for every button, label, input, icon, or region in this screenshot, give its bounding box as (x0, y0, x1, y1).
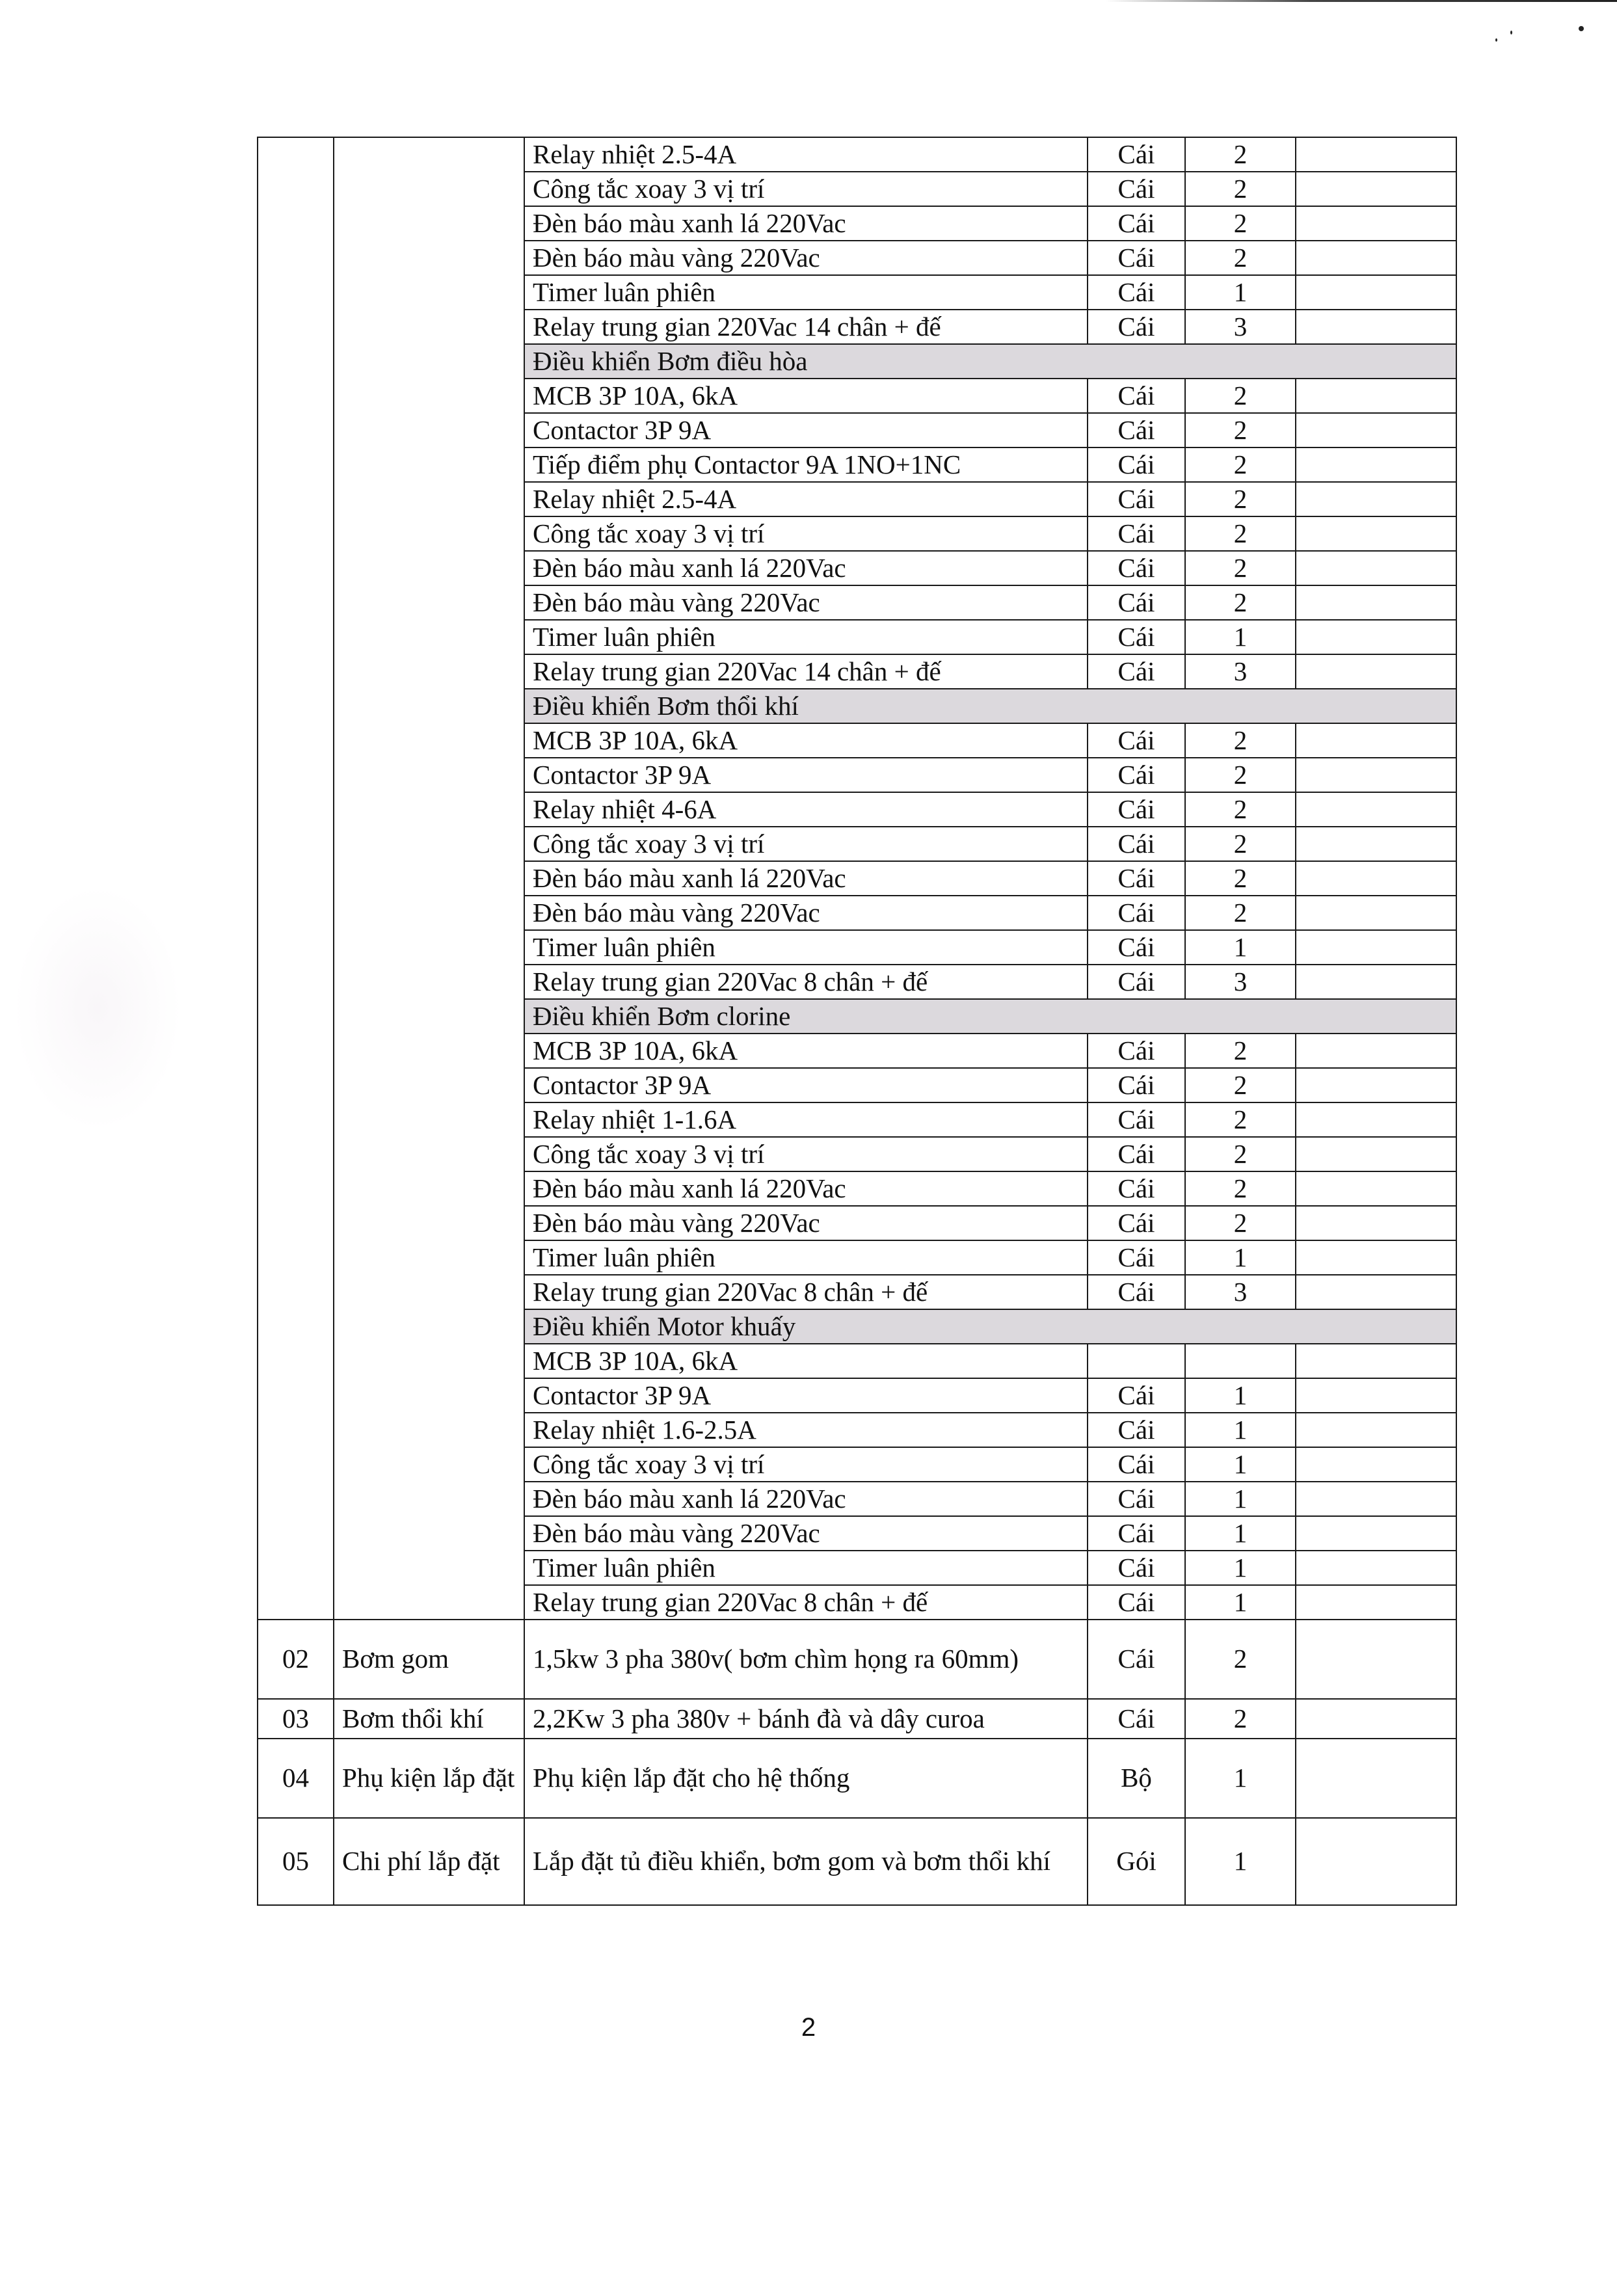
empty-cell (1296, 654, 1456, 689)
description-cell: Contactor 3P 9A (524, 1068, 1088, 1102)
quantity-cell: 1 (1185, 1551, 1296, 1585)
item-number-cell: 04 (258, 1739, 334, 1818)
description-cell: Đèn báo màu xanh lá 220Vac (524, 861, 1088, 896)
quantity-cell: 1 (1185, 1482, 1296, 1516)
item-number-cell (258, 137, 334, 1620)
empty-cell (1296, 1551, 1456, 1585)
unit-cell: Cái (1088, 930, 1185, 965)
quantity-cell: 2 (1185, 1171, 1296, 1206)
table-body (258, 137, 1456, 1905)
quantity-cell: 2 (1185, 1699, 1296, 1739)
empty-cell (1296, 1739, 1456, 1818)
table-row (258, 137, 1456, 172)
description-cell: Relay nhiệt 4-6A (524, 792, 1088, 827)
empty-cell (1296, 413, 1456, 447)
quantity-cell: 2 (1185, 1206, 1296, 1240)
unit-cell: Cái (1088, 275, 1185, 310)
empty-cell (1296, 1818, 1456, 1905)
empty-cell (1296, 723, 1456, 758)
quantity-cell: 2 (1185, 447, 1296, 482)
unit-cell: Cái (1088, 1378, 1185, 1413)
description-cell: Timer luân phiên (524, 1551, 1088, 1585)
unit-cell: Cái (1088, 792, 1185, 827)
quantity-cell (1185, 1344, 1296, 1378)
unit-cell: Cái (1088, 172, 1185, 206)
scan-speck (1495, 38, 1497, 42)
empty-cell (1296, 827, 1456, 861)
empty-cell (1296, 1034, 1456, 1068)
quantity-cell: 2 (1185, 896, 1296, 930)
empty-cell (1296, 1699, 1456, 1739)
empty-cell (1296, 1344, 1456, 1378)
description-cell: Contactor 3P 9A (524, 758, 1088, 792)
unit-cell: Cái (1088, 551, 1185, 585)
empty-cell (1296, 1620, 1456, 1699)
quantity-cell: 3 (1185, 654, 1296, 689)
unit-cell: Cái (1088, 241, 1185, 275)
empty-cell (1296, 1413, 1456, 1447)
unit-cell: Cái (1088, 1699, 1185, 1739)
quantity-cell: 2 (1185, 1034, 1296, 1068)
description-cell: Phụ kiện lắp đặt cho hệ thống (524, 1739, 1088, 1818)
description-cell: Công tắc xoay 3 vị trí (524, 1447, 1088, 1482)
empty-cell (1296, 930, 1456, 965)
description-cell: Đèn báo màu xanh lá 220Vac (524, 551, 1088, 585)
quantity-cell: 2 (1185, 1068, 1296, 1102)
empty-cell (1296, 1206, 1456, 1240)
description-cell: Đèn báo màu vàng 220Vac (524, 1206, 1088, 1240)
description-cell: MCB 3P 10A, 6kA (524, 1034, 1088, 1068)
description-cell: 1,5kw 3 pha 380v( bơm chìm họng ra 60mm) (524, 1620, 1088, 1699)
unit-cell: Cái (1088, 1585, 1185, 1620)
unit-cell: Cái (1088, 896, 1185, 930)
description-cell: MCB 3P 10A, 6kA (524, 1344, 1088, 1378)
main-item-row (258, 1739, 1456, 1818)
quantity-cell: 3 (1185, 965, 1296, 999)
description-cell: Đèn báo màu xanh lá 220Vac (524, 1482, 1088, 1516)
description-cell: Timer luân phiên (524, 930, 1088, 965)
unit-cell: Cái (1088, 1206, 1185, 1240)
empty-cell (1296, 1447, 1456, 1482)
unit-cell: Cái (1088, 206, 1185, 241)
item-name-cell: Bơm gom (334, 1620, 524, 1699)
description-cell: Công tắc xoay 3 vị trí (524, 1137, 1088, 1171)
quantity-cell: 2 (1185, 551, 1296, 585)
unit-cell: Cái (1088, 1413, 1185, 1447)
main-item-row (258, 1818, 1456, 1905)
empty-cell (1296, 1102, 1456, 1137)
empty-cell (1296, 206, 1456, 241)
unit-cell: Cái (1088, 1516, 1185, 1551)
description-cell: Relay trung gian 220Vac 8 chân + đế (524, 1275, 1088, 1309)
empty-cell (1296, 861, 1456, 896)
description-cell: Công tắc xoay 3 vị trí (524, 827, 1088, 861)
quantity-cell: 1 (1185, 1413, 1296, 1447)
unit-cell: Cái (1088, 1068, 1185, 1102)
quantity-cell: 1 (1185, 1378, 1296, 1413)
unit-cell: Cái (1088, 827, 1185, 861)
unit-cell: Cái (1088, 137, 1185, 172)
empty-cell (1296, 551, 1456, 585)
unit-cell: Cái (1088, 723, 1185, 758)
unit-cell: Cái (1088, 1102, 1185, 1137)
description-cell: Relay trung gian 220Vac 14 chân + đế (524, 310, 1088, 344)
description-cell: Công tắc xoay 3 vị trí (524, 172, 1088, 206)
quantity-cell: 2 (1185, 1620, 1296, 1699)
unit-cell: Cái (1088, 1551, 1185, 1585)
scan-speck (1579, 26, 1584, 31)
description-cell: Lắp đặt tủ điều khiển, bơm gom và bơm thổi khí (524, 1818, 1088, 1905)
unit-cell: Cái (1088, 1275, 1185, 1309)
stamp-bleed-through (13, 885, 182, 1132)
unit-cell: Cái (1088, 861, 1185, 896)
quantity-cell: 2 (1185, 482, 1296, 516)
unit-cell: Bộ (1088, 1739, 1185, 1818)
empty-cell (1296, 516, 1456, 551)
unit-cell: Cái (1088, 585, 1185, 620)
description-cell: Timer luân phiên (524, 275, 1088, 310)
unit-cell: Cái (1088, 379, 1185, 413)
quantity-cell: 2 (1185, 413, 1296, 447)
unit-cell: Cái (1088, 1171, 1185, 1206)
quantity-cell: 2 (1185, 1137, 1296, 1171)
description-cell: 2,2Kw 3 pha 380v + bánh đà và dây curoa (524, 1699, 1088, 1739)
scan-speck (1510, 31, 1512, 34)
description-cell: Đèn báo màu xanh lá 220Vac (524, 1171, 1088, 1206)
group-title: Điều khiển Bơm clorine (524, 999, 1456, 1034)
quantity-cell: 2 (1185, 241, 1296, 275)
empty-cell (1296, 1378, 1456, 1413)
empty-cell (1296, 792, 1456, 827)
unit-cell: Cái (1088, 447, 1185, 482)
unit-cell: Cái (1088, 1240, 1185, 1275)
description-cell: Contactor 3P 9A (524, 1378, 1088, 1413)
item-name-cell (334, 137, 524, 1620)
description-cell: Relay nhiệt 1-1.6A (524, 1102, 1088, 1137)
unit-cell: Cái (1088, 620, 1185, 654)
quantity-cell: 1 (1185, 1240, 1296, 1275)
group-title: Điều khiển Bơm thổi khí (524, 689, 1456, 723)
empty-cell (1296, 1275, 1456, 1309)
unit-cell: Cái (1088, 1034, 1185, 1068)
quantity-cell: 2 (1185, 827, 1296, 861)
main-item-row (258, 1620, 1456, 1699)
empty-cell (1296, 896, 1456, 930)
empty-cell (1296, 137, 1456, 172)
quantity-cell: 1 (1185, 1818, 1296, 1905)
description-cell: Relay nhiệt 1.6-2.5A (524, 1413, 1088, 1447)
quantity-cell: 2 (1185, 137, 1296, 172)
empty-cell (1296, 1068, 1456, 1102)
quantity-cell: 2 (1185, 792, 1296, 827)
empty-cell (1296, 1137, 1456, 1171)
empty-cell (1296, 1482, 1456, 1516)
item-name-cell: Bơm thổi khí (334, 1699, 524, 1739)
unit-cell: Cái (1088, 516, 1185, 551)
description-cell: Đèn báo màu vàng 220Vac (524, 241, 1088, 275)
item-number-cell: 03 (258, 1699, 334, 1739)
quantity-cell: 2 (1185, 206, 1296, 241)
empty-cell (1296, 1516, 1456, 1551)
description-cell: Relay nhiệt 2.5-4A (524, 137, 1088, 172)
empty-cell (1296, 241, 1456, 275)
quantity-cell: 1 (1185, 1585, 1296, 1620)
quantity-cell: 2 (1185, 172, 1296, 206)
quantity-cell: 1 (1185, 1516, 1296, 1551)
unit-cell: Cái (1088, 965, 1185, 999)
empty-cell (1296, 275, 1456, 310)
quantity-cell: 2 (1185, 585, 1296, 620)
quantity-cell: 1 (1185, 275, 1296, 310)
quantity-cell: 2 (1185, 516, 1296, 551)
quantity-cell: 2 (1185, 723, 1296, 758)
description-cell: Đèn báo màu vàng 220Vac (524, 1516, 1088, 1551)
unit-cell: Cái (1088, 310, 1185, 344)
group-title: Điều khiển Bơm điều hòa (524, 344, 1456, 379)
quantity-cell: 1 (1185, 930, 1296, 965)
page-number: 2 (801, 2013, 816, 2042)
item-name-cell: Chi phí lắp đặt (334, 1818, 524, 1905)
unit-cell: Cái (1088, 413, 1185, 447)
description-cell: Timer luân phiên (524, 620, 1088, 654)
quantity-cell: 2 (1185, 379, 1296, 413)
empty-cell (1296, 447, 1456, 482)
unit-cell: Cái (1088, 1447, 1185, 1482)
empty-cell (1296, 379, 1456, 413)
main-item-row (258, 1699, 1456, 1739)
unit-cell (1088, 1344, 1185, 1378)
description-cell: Đèn báo màu vàng 220Vac (524, 896, 1088, 930)
group-title: Điều khiển Motor khuấy (524, 1309, 1456, 1344)
unit-cell: Cái (1088, 1482, 1185, 1516)
empty-cell (1296, 585, 1456, 620)
description-cell: Relay trung gian 220Vac 14 chân + đế (524, 654, 1088, 689)
empty-cell (1296, 1240, 1456, 1275)
unit-cell: Cái (1088, 1137, 1185, 1171)
item-number-cell: 05 (258, 1818, 334, 1905)
unit-cell: Cái (1088, 758, 1185, 792)
item-number-cell: 02 (258, 1620, 334, 1699)
description-cell: Đèn báo màu xanh lá 220Vac (524, 206, 1088, 241)
description-cell: Tiếp điểm phụ Contactor 9A 1NO+1NC (524, 447, 1088, 482)
empty-cell (1296, 965, 1456, 999)
quantity-cell: 1 (1185, 1447, 1296, 1482)
empty-cell (1296, 1585, 1456, 1620)
scan-top-edge (1106, 0, 1617, 2)
unit-cell: Gói (1088, 1818, 1185, 1905)
quantity-cell: 2 (1185, 861, 1296, 896)
empty-cell (1296, 758, 1456, 792)
empty-cell (1296, 310, 1456, 344)
unit-cell: Cái (1088, 482, 1185, 516)
description-cell: MCB 3P 10A, 6kA (524, 723, 1088, 758)
empty-cell (1296, 620, 1456, 654)
empty-cell (1296, 1171, 1456, 1206)
bill-of-materials-table (257, 137, 1457, 1906)
unit-cell: Cái (1088, 654, 1185, 689)
description-cell: Relay nhiệt 2.5-4A (524, 482, 1088, 516)
quantity-cell: 1 (1185, 1739, 1296, 1818)
quantity-cell: 1 (1185, 620, 1296, 654)
quantity-cell: 2 (1185, 1102, 1296, 1137)
description-cell: Công tắc xoay 3 vị trí (524, 516, 1088, 551)
description-cell: Đèn báo màu vàng 220Vac (524, 585, 1088, 620)
quantity-cell: 2 (1185, 758, 1296, 792)
quantity-cell: 3 (1185, 1275, 1296, 1309)
quantity-cell: 3 (1185, 310, 1296, 344)
description-cell: Contactor 3P 9A (524, 413, 1088, 447)
description-cell: Timer luân phiên (524, 1240, 1088, 1275)
empty-cell (1296, 172, 1456, 206)
description-cell: Relay trung gian 220Vac 8 chân + đế (524, 1585, 1088, 1620)
description-cell: Relay trung gian 220Vac 8 chân + đế (524, 965, 1088, 999)
empty-cell (1296, 482, 1456, 516)
unit-cell: Cái (1088, 1620, 1185, 1699)
description-cell: MCB 3P 10A, 6kA (524, 379, 1088, 413)
item-name-cell: Phụ kiện lắp đặt (334, 1739, 524, 1818)
